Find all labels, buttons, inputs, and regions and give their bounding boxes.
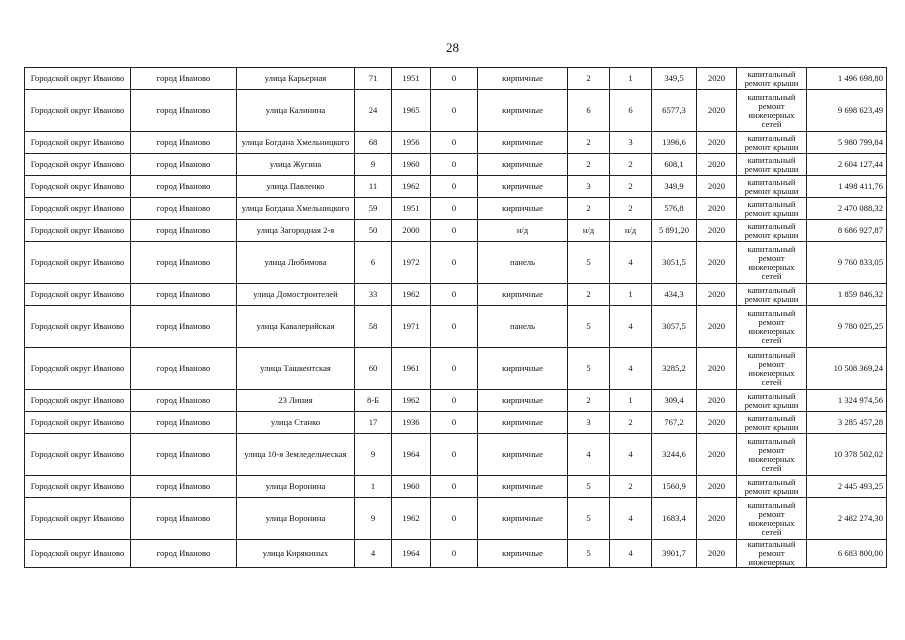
table-row	[25, 498, 887, 540]
cell-plan-year: 2020	[697, 90, 737, 132]
cell-material: н/д	[478, 220, 568, 242]
cell-cost: 9 698 623,49	[807, 90, 887, 132]
cell-street: улица Загородная 2-я	[237, 220, 355, 242]
cell-plan-year: 2020	[697, 348, 737, 390]
cell-floors: 2	[568, 132, 610, 154]
table-row	[25, 476, 887, 498]
cell-floors: 5	[568, 348, 610, 390]
cell-work-type: капитальный ремонт крыши	[737, 132, 807, 154]
cell-city: город Иваново	[131, 154, 237, 176]
cell-plan-year: 2020	[697, 68, 737, 90]
cell-city: город Иваново	[131, 476, 237, 498]
cell-street: улица Домостроителей	[237, 284, 355, 306]
cell-work-type: капитальный ремонт крыши	[737, 154, 807, 176]
cell-municipality: Городской округ Иваново	[25, 154, 131, 176]
cell-work-type: капитальный ремонт инженерных сетей	[737, 242, 807, 284]
page-number: 28	[446, 40, 459, 55]
cell-cost: 10 508 369,24	[807, 348, 887, 390]
cell-cost: 5 980 799,84	[807, 132, 887, 154]
cell-plan-year: 2020	[697, 154, 737, 176]
cell-work-type: капитальный ремонт инженерных сетей	[737, 90, 807, 132]
cell-street: улица Станко	[237, 412, 355, 434]
cell-entrances: 4	[610, 306, 652, 348]
table-row	[25, 198, 887, 220]
cell-year: 1961	[392, 348, 431, 390]
cell-city: город Иваново	[131, 348, 237, 390]
cell-municipality: Городской округ Иваново	[25, 348, 131, 390]
cell-cost: 1 859 846,32	[807, 284, 887, 306]
table-row	[25, 176, 887, 198]
cell-floors: 2	[568, 390, 610, 412]
cell-city: город Иваново	[131, 434, 237, 476]
cell-street: улица Жугина	[237, 154, 355, 176]
cell-city: город Иваново	[131, 306, 237, 348]
cell-year: 1960	[392, 154, 431, 176]
cell-floors: 4	[568, 434, 610, 476]
cell-house: 71	[355, 68, 392, 90]
cell-house: 9	[355, 154, 392, 176]
cell-city: город Иваново	[131, 242, 237, 284]
cell-material: кирпичные	[478, 390, 568, 412]
cell-municipality: Городской округ Иваново	[25, 306, 131, 348]
cell-area: 349,9	[652, 176, 697, 198]
cell-municipality: Городской округ Иваново	[25, 90, 131, 132]
cell-municipality: Городской округ Иваново	[25, 242, 131, 284]
cell-material: панель	[478, 306, 568, 348]
cell-material: кирпичные	[478, 198, 568, 220]
cell-city: город Иваново	[131, 198, 237, 220]
cell-entrances: 2	[610, 412, 652, 434]
cell-cost: 1 498 411,76	[807, 176, 887, 198]
cell-entrances: 2	[610, 154, 652, 176]
cell-area: 3057,5	[652, 306, 697, 348]
cell-plan-year: 2020	[697, 306, 737, 348]
cell-cost: 1 496 698,80	[807, 68, 887, 90]
cell-year: 1951	[392, 68, 431, 90]
cell-city: город Иваново	[131, 412, 237, 434]
table-row	[25, 132, 887, 154]
cell-municipality: Городской округ Иваново	[25, 132, 131, 154]
cell-floors: 5	[568, 476, 610, 498]
cell-plan-year: 2020	[697, 540, 737, 568]
cell-municipality: Городской округ Иваново	[25, 412, 131, 434]
cell-floors: 5	[568, 242, 610, 284]
cell-entrances: 2	[610, 198, 652, 220]
cell-floors: 2	[568, 284, 610, 306]
cell-value: 0	[431, 540, 478, 568]
cell-floors: 3	[568, 176, 610, 198]
cell-area: 1396,6	[652, 132, 697, 154]
cell-municipality: Городской округ Иваново	[25, 198, 131, 220]
cell-value: 0	[431, 348, 478, 390]
cell-street: улица Богдана Хмельницкого	[237, 198, 355, 220]
cell-area: 3285,2	[652, 348, 697, 390]
cell-work-type: капитальный ремонт инженерных сетей	[737, 306, 807, 348]
cell-house: 9	[355, 434, 392, 476]
cell-area: 6577,3	[652, 90, 697, 132]
cell-cost: 6 683 800,00	[807, 540, 887, 568]
cell-value: 0	[431, 68, 478, 90]
cell-work-type: капитальный ремонт крыши	[737, 412, 807, 434]
cell-street: улица Павленко	[237, 176, 355, 198]
cell-area: 608,1	[652, 154, 697, 176]
cell-house: 33	[355, 284, 392, 306]
cell-street: улица Воронина	[237, 476, 355, 498]
cell-entrances: 4	[610, 434, 652, 476]
cell-entrances: 2	[610, 476, 652, 498]
cell-plan-year: 2020	[697, 498, 737, 540]
cell-municipality: Городской округ Иваново	[25, 390, 131, 412]
table-row	[25, 220, 887, 242]
cell-value: 0	[431, 498, 478, 540]
cell-house: 60	[355, 348, 392, 390]
cell-material: кирпичные	[478, 412, 568, 434]
cell-floors: 5	[568, 306, 610, 348]
cell-material: кирпичные	[478, 498, 568, 540]
cell-entrances: 4	[610, 348, 652, 390]
cell-floors: н/д	[568, 220, 610, 242]
cell-material: кирпичные	[478, 434, 568, 476]
cell-plan-year: 2020	[697, 198, 737, 220]
cell-value: 0	[431, 198, 478, 220]
cell-city: город Иваново	[131, 220, 237, 242]
cell-value: 0	[431, 90, 478, 132]
cell-municipality: Городской округ Иваново	[25, 498, 131, 540]
cell-year: 1951	[392, 198, 431, 220]
cell-city: город Иваново	[131, 90, 237, 132]
cell-entrances: 6	[610, 90, 652, 132]
cell-year: 2000	[392, 220, 431, 242]
cell-floors: 2	[568, 198, 610, 220]
cell-material: кирпичные	[478, 90, 568, 132]
cell-city: город Иваново	[131, 176, 237, 198]
cell-city: город Иваново	[131, 498, 237, 540]
cell-value: 0	[431, 132, 478, 154]
housing-repair-table	[24, 67, 887, 568]
cell-plan-year: 2020	[697, 220, 737, 242]
cell-city: город Иваново	[131, 68, 237, 90]
cell-house: 4	[355, 540, 392, 568]
cell-year: 1964	[392, 540, 431, 568]
cell-street: улица Кирякиных	[237, 540, 355, 568]
cell-work-type: капитальный ремонт инженерных сетей	[737, 348, 807, 390]
cell-area: 1560,9	[652, 476, 697, 498]
cell-cost: 9 780 025,25	[807, 306, 887, 348]
cell-work-type: капитальный ремонт инженерных	[737, 540, 807, 568]
cell-cost: 9 760 833,05	[807, 242, 887, 284]
cell-area: 309,4	[652, 390, 697, 412]
cell-area: 5 891,20	[652, 220, 697, 242]
cell-house: 58	[355, 306, 392, 348]
cell-floors: 2	[568, 154, 610, 176]
cell-house: 24	[355, 90, 392, 132]
cell-entrances: 3	[610, 132, 652, 154]
cell-city: город Иваново	[131, 390, 237, 412]
cell-cost: 2 604 127,44	[807, 154, 887, 176]
cell-area: 434,3	[652, 284, 697, 306]
cell-work-type: капитальный ремонт крыши	[737, 198, 807, 220]
cell-cost: 8 686 927,87	[807, 220, 887, 242]
cell-street: улица Любимова	[237, 242, 355, 284]
cell-house: 59	[355, 198, 392, 220]
cell-cost: 1 324 974,56	[807, 390, 887, 412]
cell-work-type: капитальный ремонт крыши	[737, 476, 807, 498]
cell-plan-year: 2020	[697, 284, 737, 306]
cell-city: город Иваново	[131, 284, 237, 306]
cell-floors: 6	[568, 90, 610, 132]
cell-plan-year: 2020	[697, 390, 737, 412]
cell-plan-year: 2020	[697, 132, 737, 154]
cell-value: 0	[431, 306, 478, 348]
cell-area: 3051,5	[652, 242, 697, 284]
cell-plan-year: 2020	[697, 242, 737, 284]
cell-entrances: 4	[610, 540, 652, 568]
cell-work-type: капитальный ремонт инженерных сетей	[737, 434, 807, 476]
cell-work-type: капитальный ремонт крыши	[737, 68, 807, 90]
cell-value: 0	[431, 154, 478, 176]
cell-work-type: капитальный ремонт крыши	[737, 284, 807, 306]
cell-year: 1964	[392, 434, 431, 476]
cell-material: кирпичные	[478, 132, 568, 154]
cell-cost: 2 445 493,25	[807, 476, 887, 498]
cell-house: 11	[355, 176, 392, 198]
cell-year: 1962	[392, 284, 431, 306]
cell-plan-year: 2020	[697, 434, 737, 476]
cell-value: 0	[431, 390, 478, 412]
cell-material: кирпичные	[478, 540, 568, 568]
cell-entrances: 2	[610, 176, 652, 198]
cell-value: 0	[431, 412, 478, 434]
cell-plan-year: 2020	[697, 476, 737, 498]
cell-plan-year: 2020	[697, 412, 737, 434]
cell-cost: 3 285 457,28	[807, 412, 887, 434]
cell-entrances: 1	[610, 284, 652, 306]
cell-year: 1962	[392, 498, 431, 540]
cell-street: улица Калинина	[237, 90, 355, 132]
table-row	[25, 412, 887, 434]
table-row	[25, 306, 887, 348]
cell-municipality: Городской округ Иваново	[25, 284, 131, 306]
cell-material: кирпичные	[478, 154, 568, 176]
cell-street: улица Кавалерийская	[237, 306, 355, 348]
cell-entrances: 1	[610, 390, 652, 412]
cell-year: 1956	[392, 132, 431, 154]
cell-municipality: Городской округ Иваново	[25, 476, 131, 498]
cell-plan-year: 2020	[697, 176, 737, 198]
cell-material: кирпичные	[478, 68, 568, 90]
cell-year: 1962	[392, 176, 431, 198]
cell-cost: 10 378 502,02	[807, 434, 887, 476]
cell-value: 0	[431, 220, 478, 242]
table-row	[25, 154, 887, 176]
cell-entrances: 4	[610, 242, 652, 284]
cell-area: 1683,4	[652, 498, 697, 540]
table-row	[25, 284, 887, 306]
table-row	[25, 434, 887, 476]
cell-year: 1962	[392, 390, 431, 412]
cell-house: 6	[355, 242, 392, 284]
table-row	[25, 242, 887, 284]
cell-work-type: капитальный ремонт крыши	[737, 220, 807, 242]
cell-entrances: 1	[610, 68, 652, 90]
table-row	[25, 390, 887, 412]
cell-entrances: н/д	[610, 220, 652, 242]
cell-material: панель	[478, 242, 568, 284]
cell-area: 349,5	[652, 68, 697, 90]
cell-area: 3901,7	[652, 540, 697, 568]
cell-house: 9	[355, 498, 392, 540]
cell-value: 0	[431, 176, 478, 198]
cell-city: город Иваново	[131, 132, 237, 154]
cell-material: кирпичные	[478, 284, 568, 306]
cell-municipality: Городской округ Иваново	[25, 176, 131, 198]
table-row	[25, 540, 887, 568]
cell-material: кирпичные	[478, 348, 568, 390]
cell-floors: 2	[568, 68, 610, 90]
cell-city: город Иваново	[131, 540, 237, 568]
cell-value: 0	[431, 476, 478, 498]
cell-floors: 5	[568, 540, 610, 568]
cell-year: 1971	[392, 306, 431, 348]
table-row	[25, 348, 887, 390]
table-body	[25, 68, 887, 568]
cell-street: улица Воронина	[237, 498, 355, 540]
cell-material: кирпичные	[478, 176, 568, 198]
cell-material: кирпичные	[478, 476, 568, 498]
cell-house: 8-Б	[355, 390, 392, 412]
cell-area: 576,8	[652, 198, 697, 220]
cell-municipality: Городской округ Иваново	[25, 220, 131, 242]
cell-area: 3244,6	[652, 434, 697, 476]
cell-municipality: Городской округ Иваново	[25, 540, 131, 568]
cell-work-type: капитальный ремонт крыши	[737, 390, 807, 412]
cell-area: 767,2	[652, 412, 697, 434]
cell-value: 0	[431, 434, 478, 476]
cell-floors: 5	[568, 498, 610, 540]
table-row	[25, 68, 887, 90]
cell-municipality: Городской округ Иваново	[25, 68, 131, 90]
cell-house: 1	[355, 476, 392, 498]
cell-street: улица Карьерная	[237, 68, 355, 90]
cell-year: 1972	[392, 242, 431, 284]
cell-year: 1965	[392, 90, 431, 132]
cell-year: 1960	[392, 476, 431, 498]
cell-year: 1936	[392, 412, 431, 434]
table-row	[25, 90, 887, 132]
cell-house: 50	[355, 220, 392, 242]
cell-work-type: капитальный ремонт крыши	[737, 176, 807, 198]
cell-value: 0	[431, 242, 478, 284]
cell-street: улица 10-я Земледельческая	[237, 434, 355, 476]
cell-house: 68	[355, 132, 392, 154]
cell-cost: 2 482 274,30	[807, 498, 887, 540]
cell-value: 0	[431, 284, 478, 306]
cell-street: улица Ташкентская	[237, 348, 355, 390]
cell-street: 23 Линия	[237, 390, 355, 412]
cell-cost: 2 470 088,32	[807, 198, 887, 220]
cell-floors: 3	[568, 412, 610, 434]
cell-street: улица Богдана Хмельницкого	[237, 132, 355, 154]
cell-work-type: капитальный ремонт инженерных сетей	[737, 498, 807, 540]
cell-house: 17	[355, 412, 392, 434]
cell-municipality: Городской округ Иваново	[25, 434, 131, 476]
cell-entrances: 4	[610, 498, 652, 540]
